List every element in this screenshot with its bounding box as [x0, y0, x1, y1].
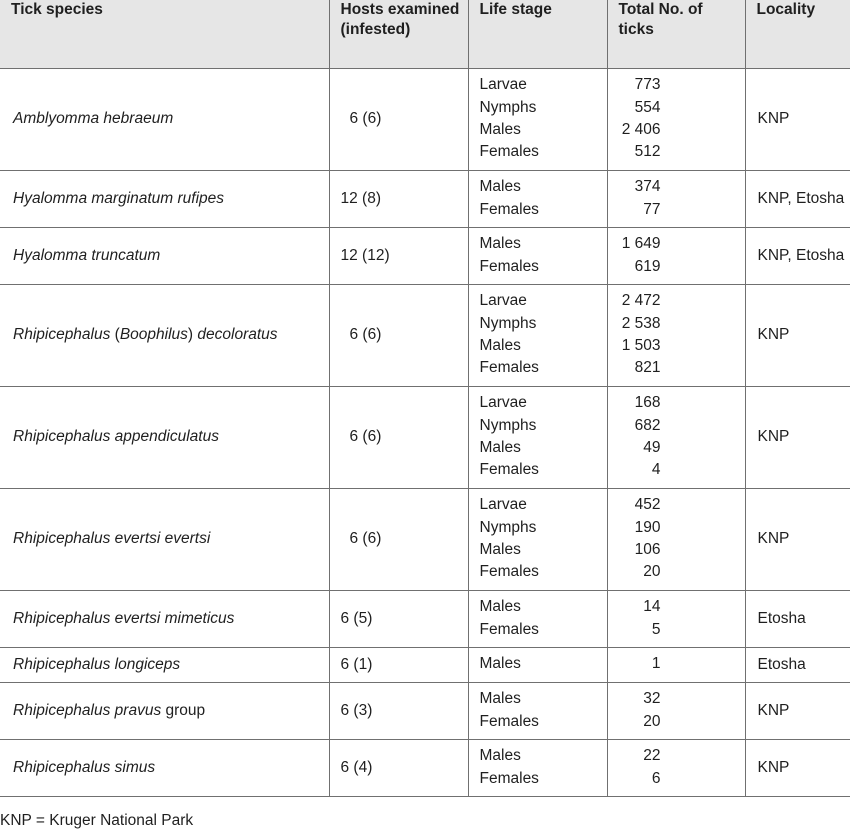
locality-cell: KNP, Etosha — [745, 170, 850, 227]
tick-count: 106 — [634, 541, 661, 558]
locality-cell: KNP — [745, 488, 850, 590]
species-subgenus: Boophilus — [119, 326, 188, 343]
tick-count: 1 — [651, 655, 661, 673]
locality-cell: Etosha — [745, 647, 850, 682]
tick-count: 5 — [651, 620, 661, 638]
hosts-cell: 12 (8) — [329, 170, 468, 227]
species-genus: Rhipicephalus — [13, 326, 111, 343]
footnote: KNP = Kruger National Park — [0, 812, 194, 829]
locality-cell: KNP — [745, 386, 850, 488]
life-stage: Females — [479, 257, 539, 275]
counts-cell — [607, 682, 745, 739]
tick-count: 773 — [634, 76, 661, 94]
life-stage: Females — [479, 200, 539, 218]
counts-cell — [607, 647, 745, 682]
life-stage: Males — [479, 690, 521, 708]
tick-count: 821 — [634, 359, 661, 377]
life-stage: Females — [479, 769, 539, 787]
locality-cell: KNP — [745, 739, 850, 796]
counts-cell — [607, 386, 745, 488]
stages-cell — [468, 682, 607, 739]
life-stage: Males — [479, 235, 521, 253]
species-paren: ) — [187, 326, 198, 343]
counts-cell — [607, 170, 745, 227]
tick-count: 4 — [651, 461, 661, 479]
life-stage: Females — [479, 359, 539, 377]
species-epithet: decoloratus — [197, 326, 278, 343]
table-row — [0, 227, 850, 284]
species-name: Rhipicephalus evertsi evertsi — [13, 530, 211, 547]
tick-count: 168 — [634, 394, 661, 412]
species-suffix: group — [161, 701, 206, 719]
locality-cell: KNP — [745, 682, 850, 739]
stages-cell — [468, 739, 607, 796]
tick-count: 619 — [634, 257, 661, 275]
table-row — [0, 488, 850, 590]
header-species: Tick species — [0, 0, 329, 68]
stages-cell — [468, 386, 607, 488]
hosts-cell: 6 (6) — [329, 386, 468, 488]
hosts-cell: 6 (3) — [329, 682, 468, 739]
life-stage: Males — [479, 178, 521, 196]
species-name: Rhipicephalus longiceps — [13, 655, 181, 673]
tick-count: 49 — [643, 439, 661, 456]
life-stage: Nymphs — [479, 98, 537, 116]
tick-count: 2 406 — [621, 121, 661, 138]
table-row — [0, 590, 850, 647]
header-total: Total No. of ticks — [607, 0, 745, 68]
tick-count: 190 — [634, 518, 661, 536]
header-row — [0, 0, 850, 68]
tick-count: 1 503 — [621, 337, 661, 354]
hosts-cell: 6 (4) — [329, 739, 468, 796]
hosts-cell: 6 (6) — [329, 488, 468, 590]
tick-count: 20 — [643, 712, 661, 730]
species-cell — [0, 682, 329, 739]
species-cell — [0, 386, 329, 488]
species-cell — [0, 647, 329, 682]
counts-cell — [607, 68, 745, 170]
tick-count: 2 538 — [621, 314, 661, 332]
life-stage: Males — [479, 337, 521, 354]
hosts-cell: 12 (12) — [329, 227, 468, 284]
table-row — [0, 739, 850, 796]
life-stage: Larvae — [479, 496, 527, 514]
species-cell — [0, 590, 329, 647]
counts-cell — [607, 590, 745, 647]
species-name: Hyalomma marginatum rufipes — [13, 189, 225, 207]
counts-cell — [607, 284, 745, 386]
header-life-stage: Life stage — [468, 0, 607, 68]
tick-count: 682 — [634, 416, 661, 434]
species-name: Hyalomma truncatum — [13, 246, 161, 264]
hosts-cell: 6 (6) — [329, 68, 468, 170]
locality-cell: KNP, Etosha — [745, 227, 850, 284]
counts-cell — [607, 739, 745, 796]
header-locality: Locality — [745, 0, 850, 68]
species-cell — [0, 739, 329, 796]
stages-cell — [468, 647, 607, 682]
tick-count: 1 649 — [621, 235, 661, 253]
species-cell — [0, 488, 329, 590]
life-stage: Nymphs — [479, 416, 537, 434]
locality-cell: Etosha — [745, 590, 850, 647]
life-stage: Males — [479, 439, 521, 456]
life-stage: Males — [479, 121, 521, 138]
species-cell — [0, 284, 329, 386]
life-stage: Females — [479, 461, 539, 479]
species-name: Amblyomma hebraeum — [13, 110, 174, 127]
locality-cell: KNP — [745, 284, 850, 386]
species-name: Rhipicephalus evertsi mimeticus — [13, 609, 235, 627]
life-stage: Females — [479, 143, 539, 161]
tick-count: 32 — [643, 690, 661, 708]
tick-count: 512 — [634, 143, 661, 161]
life-stage: Females — [479, 712, 539, 730]
life-stage: Males — [479, 655, 521, 673]
stages-cell — [468, 227, 607, 284]
species-paren: ( — [110, 326, 120, 343]
species-name: Rhipicephalus appendiculatus — [13, 428, 219, 445]
species-cell — [0, 170, 329, 227]
life-stage: Larvae — [479, 292, 527, 310]
life-stage: Nymphs — [479, 314, 537, 332]
table-row — [0, 386, 850, 488]
table-row — [0, 647, 850, 682]
life-stage: Larvae — [479, 394, 527, 412]
tick-count: 452 — [634, 496, 661, 514]
table-row — [0, 68, 850, 170]
life-stage: Females — [479, 620, 539, 638]
table-row — [0, 284, 850, 386]
life-stage: Larvae — [479, 76, 527, 94]
species-cell — [0, 68, 329, 170]
tick-count: 77 — [643, 200, 661, 218]
hosts-cell: 6 (6) — [329, 284, 468, 386]
life-stage: Males — [479, 598, 521, 616]
stages-cell — [468, 170, 607, 227]
life-stage: Females — [479, 563, 539, 581]
table-row — [0, 170, 850, 227]
tick-count: 554 — [634, 98, 661, 116]
tick-count: 2 472 — [621, 292, 661, 310]
counts-cell — [607, 227, 745, 284]
stages-cell — [468, 68, 607, 170]
tick-count: 20 — [643, 563, 661, 581]
header-hosts: Hosts examined (infested) — [329, 0, 468, 68]
hosts-cell: 6 (1) — [329, 647, 468, 682]
tick-count: 22 — [643, 747, 661, 765]
life-stage: Males — [479, 747, 521, 765]
stages-cell — [468, 488, 607, 590]
species-name: Rhipicephalus pravus — [13, 701, 162, 719]
species-name: Rhipicephalus simus — [13, 758, 156, 776]
stages-cell — [468, 590, 607, 647]
table-row — [0, 682, 850, 739]
tick-count: 14 — [643, 598, 661, 616]
tick-count: 374 — [634, 178, 661, 196]
species-cell — [0, 227, 329, 284]
counts-cell — [607, 488, 745, 590]
life-stage: Nymphs — [479, 518, 537, 536]
life-stage: Males — [479, 541, 521, 558]
locality-cell: KNP — [745, 68, 850, 170]
hosts-cell: 6 (5) — [329, 590, 468, 647]
tick-count: 6 — [651, 769, 661, 787]
stages-cell — [468, 284, 607, 386]
